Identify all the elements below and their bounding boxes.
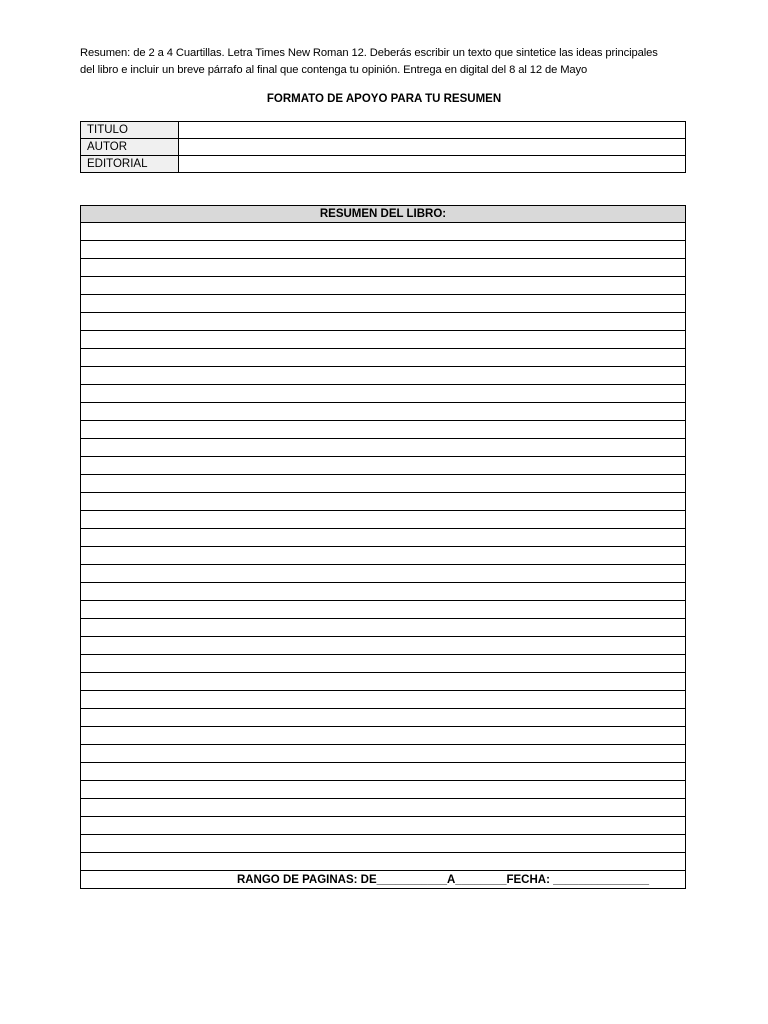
page-range-date-line: RANGO DE PAGINAS: DE___________A________FECHA: _______________ <box>81 871 686 889</box>
instructions-line-1: Resumen: de 2 a 4 Cuartillas. Letra Times New Roman 12. Deberás escribir un texto que sintetice las ideas principales <box>80 47 658 59</box>
summary-line-cell[interactable] <box>81 493 686 511</box>
summary-line-cell[interactable] <box>81 835 686 853</box>
summary-line <box>81 313 686 331</box>
summary-line <box>81 547 686 565</box>
info-label-publisher: EDITORIAL <box>81 156 179 173</box>
summary-line <box>81 763 686 781</box>
summary-line <box>81 781 686 799</box>
summary-line-cell[interactable] <box>81 655 686 673</box>
summary-line <box>81 727 686 745</box>
summary-line <box>81 637 686 655</box>
summary-line-cell[interactable] <box>81 457 686 475</box>
info-row-title <box>81 122 686 139</box>
summary-line <box>81 673 686 691</box>
summary-line <box>81 601 686 619</box>
summary-line-cell[interactable] <box>81 385 686 403</box>
summary-line <box>81 799 686 817</box>
summary-line-cell[interactable] <box>81 223 686 241</box>
summary-line-cell[interactable] <box>81 349 686 367</box>
summary-line-cell[interactable] <box>81 367 686 385</box>
summary-line <box>81 691 686 709</box>
summary-line <box>81 835 686 853</box>
summary-line-cell[interactable] <box>81 259 686 277</box>
summary-line <box>81 853 686 871</box>
summary-line-cell[interactable] <box>81 709 686 727</box>
summary-header-row <box>81 206 686 223</box>
form-heading: FORMATO DE APOYO PARA TU RESUMEN <box>266 93 502 105</box>
instructions-text <box>80 45 690 79</box>
summary-line <box>81 223 686 241</box>
summary-footer-row <box>81 871 686 889</box>
book-info-table <box>80 121 686 173</box>
summary-line-cell[interactable] <box>81 601 686 619</box>
summary-line <box>81 385 686 403</box>
info-label-title: TITULO <box>81 122 179 139</box>
summary-line-cell[interactable] <box>81 583 686 601</box>
summary-line-cell[interactable] <box>81 691 686 709</box>
summary-line-cell[interactable] <box>81 421 686 439</box>
summary-line <box>81 655 686 673</box>
summary-line-cell[interactable] <box>81 673 686 691</box>
info-field-title[interactable] <box>179 122 686 139</box>
info-field-author[interactable] <box>179 139 686 156</box>
summary-line <box>81 529 686 547</box>
summary-line <box>81 421 686 439</box>
summary-line-cell[interactable] <box>81 439 686 457</box>
summary-line-cell[interactable] <box>81 727 686 745</box>
summary-line-cell[interactable] <box>81 637 686 655</box>
summary-line-cell[interactable] <box>81 853 686 871</box>
summary-line-cell[interactable] <box>81 511 686 529</box>
summary-line-cell[interactable] <box>81 331 686 349</box>
summary-line <box>81 583 686 601</box>
summary-line <box>81 619 686 637</box>
summary-line <box>81 331 686 349</box>
summary-line <box>81 259 686 277</box>
summary-line-cell[interactable] <box>81 781 686 799</box>
summary-line-cell[interactable] <box>81 763 686 781</box>
summary-line <box>81 709 686 727</box>
summary-line <box>81 241 686 259</box>
summary-line <box>81 295 686 313</box>
summary-line-cell[interactable] <box>81 565 686 583</box>
summary-line <box>81 511 686 529</box>
summary-line-cell[interactable] <box>81 295 686 313</box>
summary-line-cell[interactable] <box>81 241 686 259</box>
summary-line <box>81 367 686 385</box>
summary-line <box>81 565 686 583</box>
summary-line <box>81 277 686 295</box>
summary-line <box>81 439 686 457</box>
summary-line <box>81 817 686 835</box>
info-field-publisher[interactable] <box>179 156 686 173</box>
info-row-publisher <box>81 156 686 173</box>
summary-line <box>81 493 686 511</box>
info-label-author: AUTOR <box>81 139 179 156</box>
summary-line-cell[interactable] <box>81 475 686 493</box>
summary-line-cell[interactable] <box>81 529 686 547</box>
summary-table <box>80 205 686 889</box>
info-row-author <box>81 139 686 156</box>
instructions-line-2: del libro e incluir un breve párrafo al final que contenga tu opinión. Entrega en digital del 8 al 12 de Mayo <box>80 64 588 76</box>
summary-line-cell[interactable] <box>81 313 686 331</box>
summary-line <box>81 403 686 421</box>
summary-line-cell[interactable] <box>81 817 686 835</box>
summary-line-cell[interactable] <box>81 277 686 295</box>
summary-header: RESUMEN DEL LIBRO: <box>81 206 686 223</box>
summary-line-cell[interactable] <box>81 799 686 817</box>
summary-line-cell[interactable] <box>81 403 686 421</box>
summary-line-cell[interactable] <box>81 547 686 565</box>
summary-line-cell[interactable] <box>81 745 686 763</box>
summary-line <box>81 457 686 475</box>
summary-line-cell[interactable] <box>81 619 686 637</box>
summary-line <box>81 349 686 367</box>
summary-line <box>81 475 686 493</box>
summary-line <box>81 745 686 763</box>
